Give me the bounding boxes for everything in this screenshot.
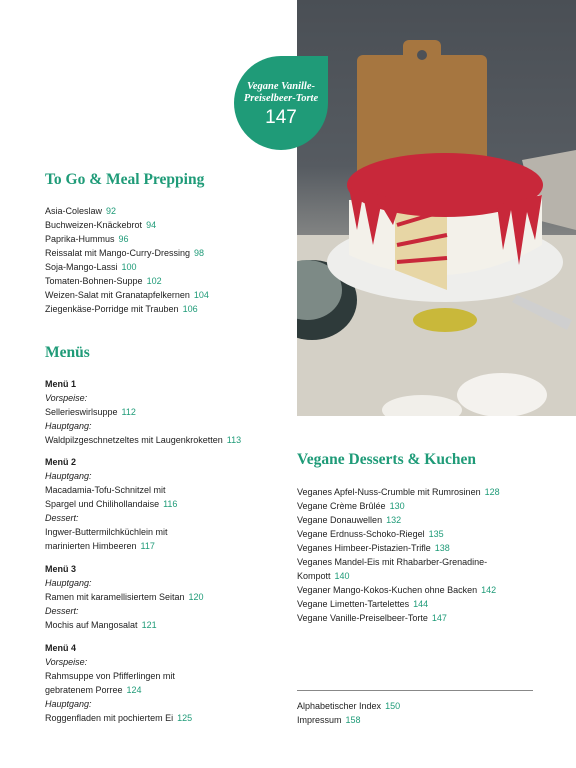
menus-list bbox=[45, 377, 241, 447]
course-label: Dessert: bbox=[45, 606, 79, 616]
list-item[interactable]: Veganes Apfel-Nuss-Crumble mit Rumrosinen 128 bbox=[297, 487, 500, 497]
list-item[interactable]: Mochis auf Mangosalat 121 bbox=[45, 620, 157, 630]
menu-title: Menü 3 bbox=[45, 564, 77, 574]
list-item[interactable]: Kompott 140 bbox=[297, 571, 350, 581]
course-label: Hauptgang: bbox=[45, 421, 92, 431]
badge-page-number: 147 bbox=[265, 107, 297, 128]
list-item[interactable]: Sellerieswirlsuppe 112 bbox=[45, 407, 136, 417]
list-item[interactable]: Spargel und Chilihollandaise 116 bbox=[45, 499, 178, 509]
list-item[interactable]: Paprika-Hummus 96 bbox=[45, 234, 129, 244]
list-item[interactable]: Vegane Donauwellen 132 bbox=[297, 515, 402, 525]
divider bbox=[297, 690, 533, 691]
list-item[interactable]: Ramen mit karamellisiertem Seitan 120 bbox=[45, 592, 204, 602]
appendix-list bbox=[297, 699, 400, 727]
menu-title: Menü 1 bbox=[45, 379, 77, 389]
list-item[interactable]: Asia-Coleslaw 92 bbox=[45, 206, 117, 216]
list-item[interactable]: Vegane Crème Brûlée 130 bbox=[297, 501, 405, 511]
cake-illustration bbox=[297, 0, 576, 416]
list-item[interactable]: Rahmsuppe von Pfifferlingen mit bbox=[45, 671, 175, 681]
list-item[interactable]: Vegane Erdnuss-Schoko-Riegel 135 bbox=[297, 529, 444, 539]
to-go-list bbox=[45, 204, 209, 316]
list-item[interactable]: Soja-Mango-Lassi 100 bbox=[45, 262, 137, 272]
list-item[interactable]: Vegane Limetten-Tartelettes 144 bbox=[297, 599, 429, 609]
section-heading-desserts: Vegane Desserts & Kuchen bbox=[297, 451, 476, 468]
list-item[interactable]: Reissalat mit Mango-Curry-Dressing 98 bbox=[45, 248, 205, 258]
cake-photo bbox=[297, 0, 576, 416]
list-item[interactable]: Veganer Mango-Kokos-Kuchen ohne Backen 142 bbox=[297, 585, 497, 595]
list-item[interactable]: Waldpilzgeschnetzeltes mit Laugenkroketten 113 bbox=[45, 435, 242, 445]
section-heading-menus: Menüs bbox=[45, 344, 90, 361]
course-label: Vorspeise: bbox=[45, 393, 88, 403]
list-item[interactable]: Alphabetischer Index 150 bbox=[297, 701, 401, 711]
course-label: Hauptgang: bbox=[45, 471, 92, 481]
list-item[interactable]: marinierten Himbeeren 117 bbox=[45, 541, 155, 551]
menu-title: Menü 4 bbox=[45, 643, 77, 653]
list-item[interactable]: gebratenem Porree 124 bbox=[45, 685, 142, 695]
list-item[interactable]: Roggenfladen mit pochiertem Ei 125 bbox=[45, 713, 193, 723]
list-item[interactable]: Buchweizen-Knäckebrot 94 bbox=[45, 220, 157, 230]
list-item[interactable]: Tomaten-Bohnen-Suppe 102 bbox=[45, 276, 162, 286]
list-item[interactable]: Veganes Himbeer-Pistazien-Trifle 138 bbox=[297, 543, 450, 553]
list-item[interactable]: Veganes Mandel-Eis mit Rhabarber-Grenadine- bbox=[297, 557, 488, 567]
badge-title: Vegane Vanille-Preiselbeer-Torte bbox=[243, 81, 319, 104]
course-label: Vorspeise: bbox=[45, 657, 88, 667]
menus-list bbox=[45, 562, 204, 632]
list-item[interactable]: Weizen-Salat mit Granatapfelkernen 104 bbox=[45, 290, 209, 300]
desserts-list bbox=[297, 485, 500, 625]
list-item[interactable]: Ingwer-Buttermilchküchlein mit bbox=[45, 527, 168, 537]
list-item[interactable]: Ziegenkäse-Porridge mit Trauben 106 bbox=[45, 304, 198, 314]
course-label: Dessert: bbox=[45, 513, 79, 523]
course-label: Hauptgang: bbox=[45, 578, 92, 588]
menu-title: Menü 2 bbox=[45, 457, 77, 467]
section-heading-to-go: To Go & Meal Prepping bbox=[45, 171, 205, 188]
menus-list bbox=[45, 641, 192, 725]
recipe-badge[interactable] bbox=[234, 56, 328, 150]
course-label: Hauptgang: bbox=[45, 699, 92, 709]
menus-list bbox=[45, 455, 177, 553]
list-item[interactable]: Vegane Vanille-Preiselbeer-Torte 147 bbox=[297, 613, 447, 623]
list-item[interactable]: Impressum 158 bbox=[297, 715, 361, 725]
list-item[interactable]: Macadamia-Tofu-Schnitzel mit bbox=[45, 485, 166, 495]
